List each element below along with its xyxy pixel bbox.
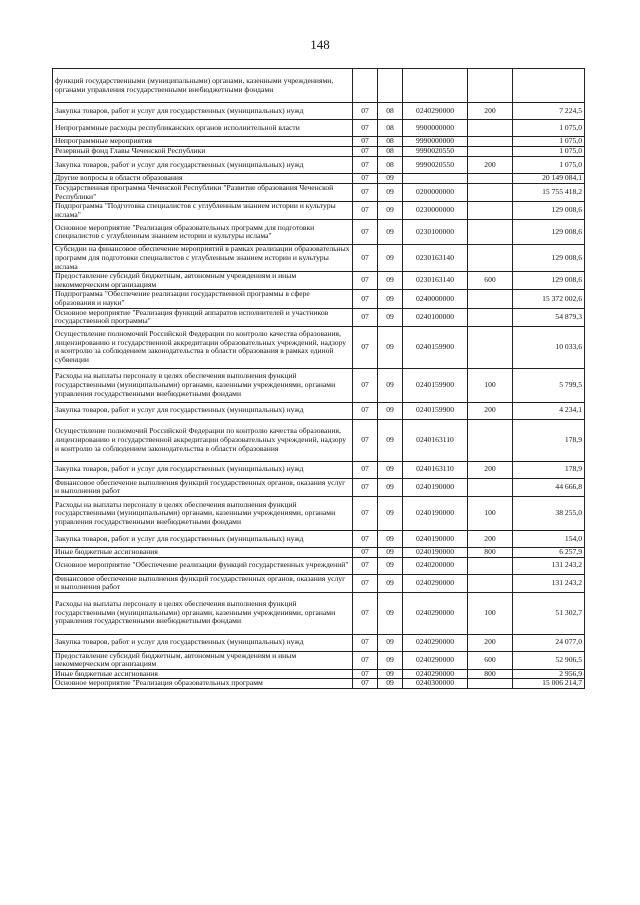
row-section-code: 07 — [353, 557, 378, 574]
row-name: Расходы на выплаты персоналу в целях обеспечения выполнения функций государственными (муниципальными) органами, казенными учреждениями, органами управления государственными внебюджетными фондами — [53, 368, 353, 402]
row-subsection-code: 09 — [378, 272, 403, 290]
row-target-article: 0240190000 — [403, 547, 468, 557]
row-target-article: 9990020550 — [403, 157, 468, 174]
row-amount: 7 224,5 — [513, 103, 585, 120]
row-target-article: 0240290000 — [403, 574, 468, 592]
table-row — [53, 574, 585, 592]
row-amount: 51 302,7 — [513, 592, 585, 634]
row-subsection-code: 09 — [378, 574, 403, 592]
row-amount: 2 956,9 — [513, 669, 585, 679]
row-section-code: 07 — [353, 679, 378, 689]
row-subsection-code: 09 — [378, 461, 403, 478]
row-name: Другие вопросы в области образования — [53, 174, 353, 184]
row-name: Предоставление субсидий бюджетным, автономным учреждениям и иным некоммерческим организациям — [53, 651, 353, 669]
row-section-code: 07 — [353, 496, 378, 530]
row-section-code: 07 — [353, 326, 378, 368]
row-expense-type: 100 — [468, 592, 513, 634]
row-name: Предоставление субсидий бюджетным, автономным учреждениям и иным некоммерческим организациям — [53, 272, 353, 290]
row-section-code: 07 — [353, 308, 378, 326]
table-row — [53, 120, 585, 137]
row-amount: 1 075,0 — [513, 120, 585, 137]
table-row — [53, 103, 585, 120]
row-target-article: 0230163140 — [403, 272, 468, 290]
row-subsection-code: 09 — [378, 530, 403, 547]
row-expense-type — [468, 202, 513, 220]
row-subsection-code: 09 — [378, 202, 403, 220]
row-name: Непрограммные мероприятия — [53, 137, 353, 147]
row-name: Резервный фонд Главы Чеченской Республики — [53, 147, 353, 157]
row-expense-type: 800 — [468, 547, 513, 557]
table-row — [53, 69, 585, 103]
row-section-code: 07 — [353, 651, 378, 669]
table-row — [53, 220, 585, 245]
table-row — [53, 461, 585, 478]
row-section-code: 07 — [353, 147, 378, 157]
row-amount: 129 008,6 — [513, 245, 585, 272]
row-amount: 129 008,6 — [513, 220, 585, 245]
row-subsection-code: 09 — [378, 326, 403, 368]
table-row — [53, 174, 585, 184]
row-subsection-code: 09 — [378, 245, 403, 272]
row-section-code: 07 — [353, 202, 378, 220]
row-subsection-code: 08 — [378, 157, 403, 174]
row-expense-type: 600 — [468, 651, 513, 669]
row-name: Государственная программа Чеченской Республики "Развитие образования Чеченской Республики" — [53, 184, 353, 202]
row-section-code: 07 — [353, 120, 378, 137]
row-expense-type — [468, 184, 513, 202]
table-row — [53, 184, 585, 202]
row-amount: 15 372 002,6 — [513, 290, 585, 308]
table-row — [53, 202, 585, 220]
row-target-article: 0230000000 — [403, 202, 468, 220]
row-section-code: 07 — [353, 547, 378, 557]
row-target-article: 0240190000 — [403, 496, 468, 530]
row-expense-type — [468, 245, 513, 272]
row-section-code: 07 — [353, 137, 378, 147]
row-name: Закупка товаров, работ и услуг для государственных (муниципальных) нужд — [53, 461, 353, 478]
row-name: Иные бюджетные ассигнования — [53, 669, 353, 679]
table-row — [53, 478, 585, 496]
row-expense-type: 800 — [468, 669, 513, 679]
row-expense-type: 100 — [468, 368, 513, 402]
row-name: Подпрограмма "Обеспечение реализации государственной программы в сфере образования и науки" — [53, 290, 353, 308]
row-target-article: 0240290000 — [403, 103, 468, 120]
row-amount: 15 755 418,2 — [513, 184, 585, 202]
row-name: Расходы на выплаты персоналу в целях обеспечения выполнения функций государственными (муниципальными) органами, казенными учреждениями, органами управления государственными внебюджетными фондами — [53, 592, 353, 634]
row-amount: 24 077,0 — [513, 634, 585, 651]
row-name: Непрограммные расходы республиканских органов исполнительной власти — [53, 120, 353, 137]
table-row — [53, 137, 585, 147]
row-amount: 54 879,3 — [513, 308, 585, 326]
table-row — [53, 290, 585, 308]
row-name: Закупка товаров, работ и услуг для государственных (муниципальных) нужд — [53, 634, 353, 651]
row-subsection-code: 08 — [378, 147, 403, 157]
row-subsection-code: 09 — [378, 592, 403, 634]
row-section-code: 07 — [353, 634, 378, 651]
row-name: Закупка товаров, работ и услуг для государственных (муниципальных) нужд — [53, 103, 353, 120]
row-target-article: 0240163110 — [403, 419, 468, 461]
row-target-article: 0200000000 — [403, 184, 468, 202]
row-amount: 1 075,0 — [513, 157, 585, 174]
row-expense-type — [468, 679, 513, 689]
row-expense-type — [468, 174, 513, 184]
row-name: функций государственными (муниципальными) органами, казенными учреждениями, органами управления государственными внебюджетными фондами — [53, 69, 353, 103]
table-row — [53, 245, 585, 272]
row-section-code: 07 — [353, 245, 378, 272]
row-target-article: 0240159900 — [403, 368, 468, 402]
row-expense-type — [468, 419, 513, 461]
row-section-code: 07 — [353, 669, 378, 679]
table-row — [53, 651, 585, 669]
row-expense-type: 200 — [468, 530, 513, 547]
row-name: Финансовое обеспечение выполнения функций государственных органов, оказания услуг и выполнения работ — [53, 478, 353, 496]
row-amount: 154,0 — [513, 530, 585, 547]
table-row — [53, 368, 585, 402]
row-name: Осуществление полномочий Российской Федерации по контролю качества образования, лицензированию и государственной аккредитации образовательных учреждений, надзору и контролю за соблюдением законодательства в области образования в рамках единой субвенции — [53, 326, 353, 368]
row-name: Основное мероприятие "Обеспечение реализации функций государственных учреждений" — [53, 557, 353, 574]
row-expense-type — [468, 69, 513, 103]
row-amount: 129 008,6 — [513, 202, 585, 220]
row-name: Субсидии на финансовое обеспечение мероприятий в рамках реализации образовательных программ для подготовки специалистов с углубленным знанием истории и культуры ислама — [53, 245, 353, 272]
row-name: Иные бюджетные ассигнования — [53, 547, 353, 557]
row-target-article: 0240159900 — [403, 326, 468, 368]
row-target-article: 0240159900 — [403, 402, 468, 419]
row-target-article: 0240290000 — [403, 669, 468, 679]
row-subsection-code: 09 — [378, 368, 403, 402]
row-expense-type — [468, 557, 513, 574]
row-expense-type: 200 — [468, 103, 513, 120]
row-target-article: 0240000000 — [403, 290, 468, 308]
row-expense-type: 200 — [468, 634, 513, 651]
row-section-code: 07 — [353, 368, 378, 402]
row-subsection-code: 09 — [378, 308, 403, 326]
table-row — [53, 679, 585, 689]
row-amount: 6 257,9 — [513, 547, 585, 557]
row-expense-type: 100 — [468, 496, 513, 530]
row-name: Подпрограмма "Подготовка специалистов с углубленным знанием истории и культуры ислама" — [53, 202, 353, 220]
row-target-article: 0240190000 — [403, 530, 468, 547]
row-name: Основное мероприятие "Реализация образовательных программ — [53, 679, 353, 689]
row-expense-type: 200 — [468, 461, 513, 478]
table-row — [53, 157, 585, 174]
row-section-code: 07 — [353, 478, 378, 496]
table-row — [53, 326, 585, 368]
row-target-article — [403, 69, 468, 103]
row-target-article: 0230163140 — [403, 245, 468, 272]
row-subsection-code: 09 — [378, 184, 403, 202]
row-section-code: 07 — [353, 220, 378, 245]
table-row — [53, 308, 585, 326]
row-target-article: 0240163110 — [403, 461, 468, 478]
table-row — [53, 557, 585, 574]
row-section-code: 07 — [353, 461, 378, 478]
row-subsection-code: 09 — [378, 547, 403, 557]
row-expense-type — [468, 308, 513, 326]
row-subsection-code: 08 — [378, 137, 403, 147]
row-amount: 10 033,6 — [513, 326, 585, 368]
row-expense-type — [468, 147, 513, 157]
row-section-code: 07 — [353, 184, 378, 202]
row-expense-type — [468, 137, 513, 147]
row-section-code: 07 — [353, 157, 378, 174]
row-amount: 178,9 — [513, 461, 585, 478]
row-subsection-code — [378, 69, 403, 103]
row-section-code: 07 — [353, 103, 378, 120]
row-expense-type — [468, 220, 513, 245]
row-target-article: 0240100000 — [403, 308, 468, 326]
row-subsection-code: 09 — [378, 419, 403, 461]
row-subsection-code: 09 — [378, 679, 403, 689]
table-row — [53, 272, 585, 290]
row-section-code: 07 — [353, 272, 378, 290]
row-target-article: 0240290000 — [403, 634, 468, 651]
row-target-article: 0240190000 — [403, 478, 468, 496]
row-amount: 44 666,8 — [513, 478, 585, 496]
row-section-code: 07 — [353, 574, 378, 592]
row-expense-type: 600 — [468, 272, 513, 290]
table-row — [53, 402, 585, 419]
row-target-article: 9990020550 — [403, 147, 468, 157]
table-row — [53, 147, 585, 157]
row-name: Закупка товаров, работ и услуг для государственных (муниципальных) нужд — [53, 157, 353, 174]
table-row — [53, 530, 585, 547]
row-expense-type — [468, 574, 513, 592]
row-amount: 15 006 214,7 — [513, 679, 585, 689]
row-section-code: 07 — [353, 530, 378, 547]
row-expense-type: 200 — [468, 157, 513, 174]
row-expense-type — [468, 120, 513, 137]
row-amount: 131 243,2 — [513, 557, 585, 574]
row-amount: 52 906,5 — [513, 651, 585, 669]
row-subsection-code: 09 — [378, 174, 403, 184]
row-section-code: 07 — [353, 419, 378, 461]
row-section-code: 07 — [353, 402, 378, 419]
row-section-code: 07 — [353, 174, 378, 184]
row-target-article — [403, 174, 468, 184]
row-expense-type: 200 — [468, 402, 513, 419]
row-subsection-code: 09 — [378, 478, 403, 496]
table-row — [53, 669, 585, 679]
row-target-article: 0240200000 — [403, 557, 468, 574]
row-target-article: 0240290000 — [403, 651, 468, 669]
row-target-article: 0230100000 — [403, 220, 468, 245]
row-subsection-code: 09 — [378, 220, 403, 245]
row-target-article: 0240290000 — [403, 592, 468, 634]
budget-table-body — [53, 69, 585, 689]
table-row — [53, 496, 585, 530]
row-amount: 20 149 084,1 — [513, 174, 585, 184]
row-subsection-code: 09 — [378, 402, 403, 419]
row-name: Закупка товаров, работ и услуг для государственных (муниципальных) нужд — [53, 530, 353, 547]
row-section-code: 07 — [353, 290, 378, 308]
row-name: Осуществление полномочий Российской Федерации по контролю качества образования, лицензированию и государственной аккредитации образовательных учреждений, надзору и контролю за соблюдением законодательства в области образования — [53, 419, 353, 461]
table-row — [53, 634, 585, 651]
row-expense-type — [468, 326, 513, 368]
row-expense-type — [468, 478, 513, 496]
row-amount: 1 075,0 — [513, 147, 585, 157]
row-name: Расходы на выплаты персоналу в целях обеспечения выполнения функций государственными (муниципальными) органами, казенными учреждениями, органами управления государственными внебюджетными фондами — [53, 496, 353, 530]
row-amount: 178,9 — [513, 419, 585, 461]
row-subsection-code: 09 — [378, 496, 403, 530]
row-name: Финансовое обеспечение выполнения функций государственных органов, оказания услуг и выполнения работ — [53, 574, 353, 592]
row-amount: 38 255,0 — [513, 496, 585, 530]
row-subsection-code: 09 — [378, 634, 403, 651]
row-subsection-code: 08 — [378, 103, 403, 120]
row-amount: 5 799,5 — [513, 368, 585, 402]
row-target-article: 9990000000 — [403, 137, 468, 147]
row-subsection-code: 09 — [378, 669, 403, 679]
page-number: 148 — [310, 37, 330, 52]
row-subsection-code: 09 — [378, 651, 403, 669]
row-subsection-code: 09 — [378, 557, 403, 574]
row-amount: 131 243,2 — [513, 574, 585, 592]
row-amount: 129 008,6 — [513, 272, 585, 290]
table-row — [53, 547, 585, 557]
row-name: Закупка товаров, работ и услуг для государственных (муниципальных) нужд — [53, 402, 353, 419]
row-name: Основное мероприятие "Реализация функций аппаратов исполнителей и участников государственной программы" — [53, 308, 353, 326]
row-amount: 1 075,0 — [513, 137, 585, 147]
row-expense-type — [468, 290, 513, 308]
row-target-article: 0240300000 — [403, 679, 468, 689]
row-name: Основное мероприятие "Реализация образовательных программ для подготовки специалистов с углубленным знанием истории и культуры ислама" — [53, 220, 353, 245]
table-row — [53, 592, 585, 634]
row-section-code — [353, 69, 378, 103]
row-target-article: 9900000000 — [403, 120, 468, 137]
table-row — [53, 419, 585, 461]
row-amount: 4 234,1 — [513, 402, 585, 419]
row-subsection-code: 09 — [378, 290, 403, 308]
budget-table — [52, 68, 585, 689]
row-amount — [513, 69, 585, 103]
row-subsection-code: 08 — [378, 120, 403, 137]
row-section-code: 07 — [353, 592, 378, 634]
